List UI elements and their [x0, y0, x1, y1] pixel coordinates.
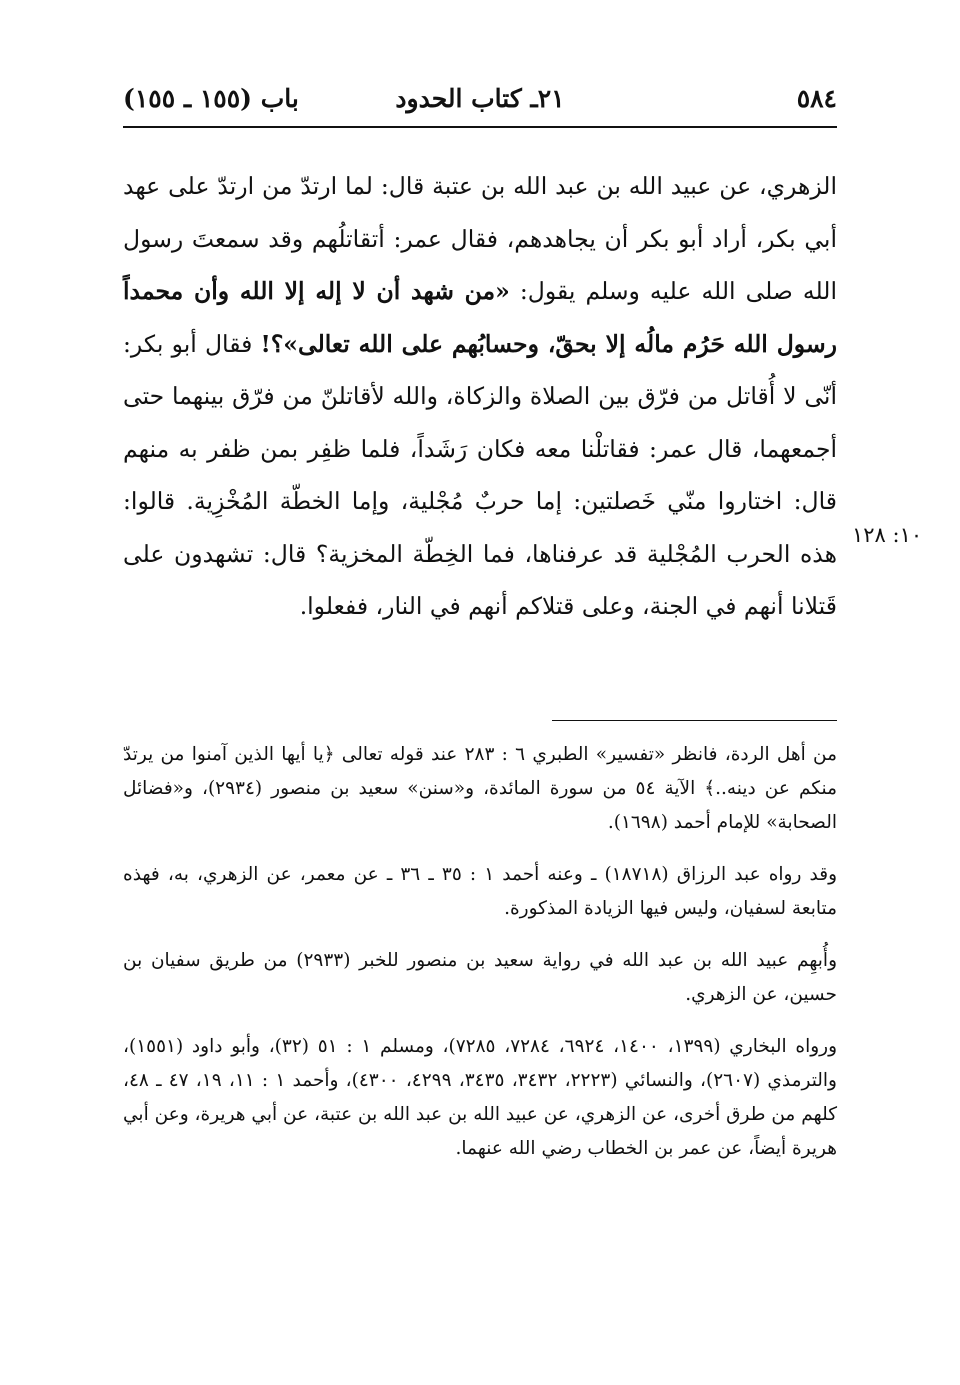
narration-continuation: فقال أبو بكر: أنّى لا أُقاتل من فرّق بين الصلاة والزكاة، والله لأقاتلنّ من فرّق بينهما حتى أجمعهما، قال عمر: فقاتلْنا معه فكان رَشَداً، فلما ظفِر بمن ظفر به منهم قال: اختاروا منّي خَصلتين: إما حربٌ مُجْلية، وإما الخطّة المُخْزِية. قالوا: هذه الحرب المُجْلية قد عرفناها، فما الخِطّة المخزية؟ قال: تشهدون على قَتلانا أنهم في الجنة، وعلى قتلاكم أنهم في النار، ففعلوا. [123, 329, 837, 620]
hadith-paragraph [123, 160, 837, 633]
prophetic-quote: «من شهد أن لا إله إلا الله وأن محمداً رسول الله حَرُم مالُه إلا بحقّ، وحسابُهم على الله تعالى»؟! [123, 277, 837, 358]
narration-text: الزهري، عن عبيد الله بن عبد الله بن عتبة قال: لما ارتدّ من ارتدّ على عهد أبي بكر، أراد أبو بكر أن يجاهدهم، فقال عمر: أتقاتلُهم وقد سمعتَ رسول الله صلى الله عليه وسلم يقول: [123, 172, 837, 305]
margin-reference: ١٠: ١٢٨ [852, 523, 923, 547]
header-divider [123, 126, 837, 128]
footnote-divider [552, 720, 837, 721]
footnote-paragraph: ورواه البخاري (١٣٩٩، ١٤٠٠، ٦٩٢٤، ٧٢٨٤، ٧٢٨٥)، ومسلم ١ : ٥١ (٣٢)، وأبو داود (١٥٥١)، والترمذي (٢٦٠٧)، والنسائي (٢٢٢٣، ٣٤٣٢، ٣٤٣٥، ٤٢٩٩، ٤٣٠٠)، وأحمد ١ : ١١، ١٩، ٤٧ ـ ٤٨، كلهم من طرق أخرى، عن الزهري، عن عبيد الله بن عبد الله بن عتبة، عن أبي هريرة، وعن أبي هريرة أيضاً، عن عمر بن الخطاب رضي الله عنهما. [123, 1036, 838, 1159]
footnote-paragraph: من أهل الردة، فانظر «تفسير» الطبري ٦ : ٢٨٣ عند قوله تعالى ﴿يا أيها الذين آمنوا من يرتدّ منكم عن دينه..﴾ الآية ٥٤ من سورة المائدة، و«سنن» سعيد بن منصور (٢٩٣٤)، و«فضائل الصحابة» للإمام أحمد (١٦٩٨). [123, 744, 837, 833]
page-number: ٥٨٤ [796, 84, 837, 113]
footnote-paragraph: وقد رواه عبد الرزاق (١٨٧١٨) ـ وعنه أحمد ١ : ٣٥ ـ ٣٦ ـ عن معمر، عن الزهري، به، فهذه متابعة لسفيان، وليس فيها الزيادة المذكورة. [123, 864, 838, 919]
footnotes [123, 738, 837, 1184]
page-header [123, 82, 837, 126]
footnote-paragraph: وأُبهِم عبيد الله بن عبد الله في رواية سعيد بن منصور للخبر (٢٩٣٣) من طريق سفيان بن حسين، عن الزهري. [123, 950, 838, 1005]
book-title: ٢١ـ كتاب الحدود [395, 84, 565, 113]
chapter-range: باب (١٥٥ ـ ١٥٥) [123, 84, 299, 113]
main-text [123, 160, 837, 633]
